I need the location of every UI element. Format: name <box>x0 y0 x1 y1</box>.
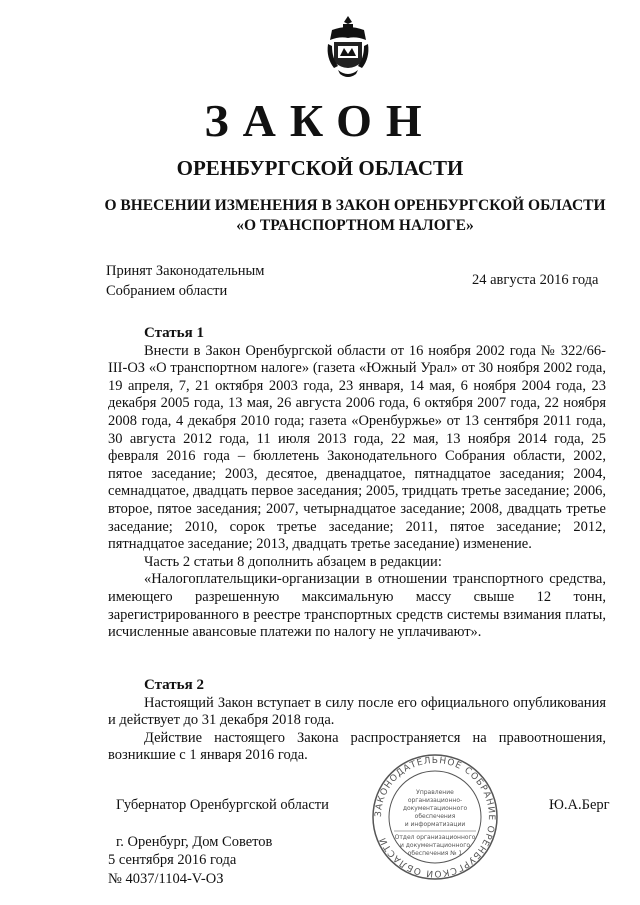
governor-name: Ю.А.Берг <box>549 797 610 813</box>
svg-text:и информатизации: и информатизации <box>404 821 466 828</box>
governor-position: Губернатор Оренбургской области <box>116 797 329 813</box>
adoption-line-2: Собранием области <box>106 283 228 299</box>
signing-date: 5 сентября 2016 года <box>108 852 237 868</box>
svg-text:Отдел организационного: Отдел организационного <box>394 834 476 841</box>
article-1-paragraph-1: Внести в Закон Оренбургской области от 16 ноября 2002 года № 322/66-III-ОЗ «О транспортном налоге» (газета «Южный Урал» от 30 ноября 2002 года, 19 апреля, 7, 21 октября 2003 года, 23 января, 14 мая, 6 ноября 2004 года, 23 декабря 2005 года, 13 мая, 26 августа 2006 года, 6 октября 2007 года, 22 ноября 2008 года, 4 декабря 2010 года; газета «Оренбуржье» от 13 сентября 2011 года, 30 августа 2012 года, 11 июля 2013 года, 22 мая, 13 ноября 2014 года, 25 февраля 2016 года – бюллетень Законодательного Собрания области, 2002, пятое заседание; 2003, десятое, двенадцатое, пятнадцатое заседания; 2004, семнадцатое, двадцать первое заседания; 2005, тридцать третье заседание; 2006, второе, пятое заседания; 2007, четырнадцатое заседание; 2008, двадцать третье заседание; 2010, сорок третье заседание; 2011, пятое заседание; 2012, пятнадцатое заседание; 2013, двадцать третье заседание) изменение. <box>108 342 606 553</box>
law-number: № 4037/1104-V-ОЗ <box>108 871 224 887</box>
article-2 <box>108 677 606 765</box>
adoption-line-1: Принят Законодательным <box>106 263 265 279</box>
adoption-body <box>106 261 264 301</box>
article-2-title: Статья 2 <box>144 677 204 693</box>
svg-text:обеспечения № 1: обеспечения № 1 <box>407 850 463 857</box>
article-1-paragraph-3: «Налогоплательщики-организации в отношении транспортного средства, имеющего разрешенную максимальную массу свыше 12 тонн, зарегистрированного в реестре транспортных средств системы взимания платы, исчисленные авансовые платежи по налогу не уплачивают». <box>108 571 606 641</box>
svg-text:обеспечения: обеспечения <box>414 813 456 820</box>
svg-text:Управление: Управление <box>416 789 454 796</box>
document-subtitle <box>80 196 630 236</box>
svg-text:организационно-: организационно- <box>407 797 463 804</box>
article-1-title: Статья 1 <box>144 325 204 341</box>
signing-place: г. Оренбург, Дом Советов <box>116 834 273 850</box>
subtitle-line-1: О ВНЕСЕНИИ ИЗМЕНЕНИЯ В ЗАКОН ОРЕНБУРГСКОЙ ОБЛАСТИ <box>104 197 606 214</box>
document-region: ОРЕНБУРГСКОЙ ОБЛАСТИ <box>176 156 464 180</box>
svg-text:ЗАКОНОДАТЕЛЬНОЕ СОБРАНИЕ ОРЕНБ: ЗАКОНОДАТЕЛЬНОЕ СОБРАНИЕ ОРЕНБУРГСКОЙ ОБЛАСТИ <box>373 755 497 879</box>
article-1 <box>108 325 606 642</box>
article-2-paragraph-2: Действие настоящего Закона распространяется на правоотношения, возникшие с 1 января 2016 года. <box>108 729 606 764</box>
svg-text:документационного: документационного <box>402 805 468 812</box>
article-2-paragraph-1: Настоящий Закон вступает в силу после его официального опубликования и действует до 31 декабря 2018 года. <box>108 694 606 729</box>
article-1-paragraph-2: Часть 2 статьи 8 дополнить абзацем в редакции: <box>144 553 442 570</box>
svg-text:и документационного: и документационного <box>399 842 471 849</box>
document-title: ЗАКОН <box>204 95 436 146</box>
coat-of-arms-icon <box>326 14 370 80</box>
subtitle-line-2: «О ТРАНСПОРТНОМ НАЛОГЕ» <box>236 217 474 234</box>
adoption-date: 24 августа 2016 года <box>472 272 599 288</box>
official-seal <box>370 752 500 882</box>
